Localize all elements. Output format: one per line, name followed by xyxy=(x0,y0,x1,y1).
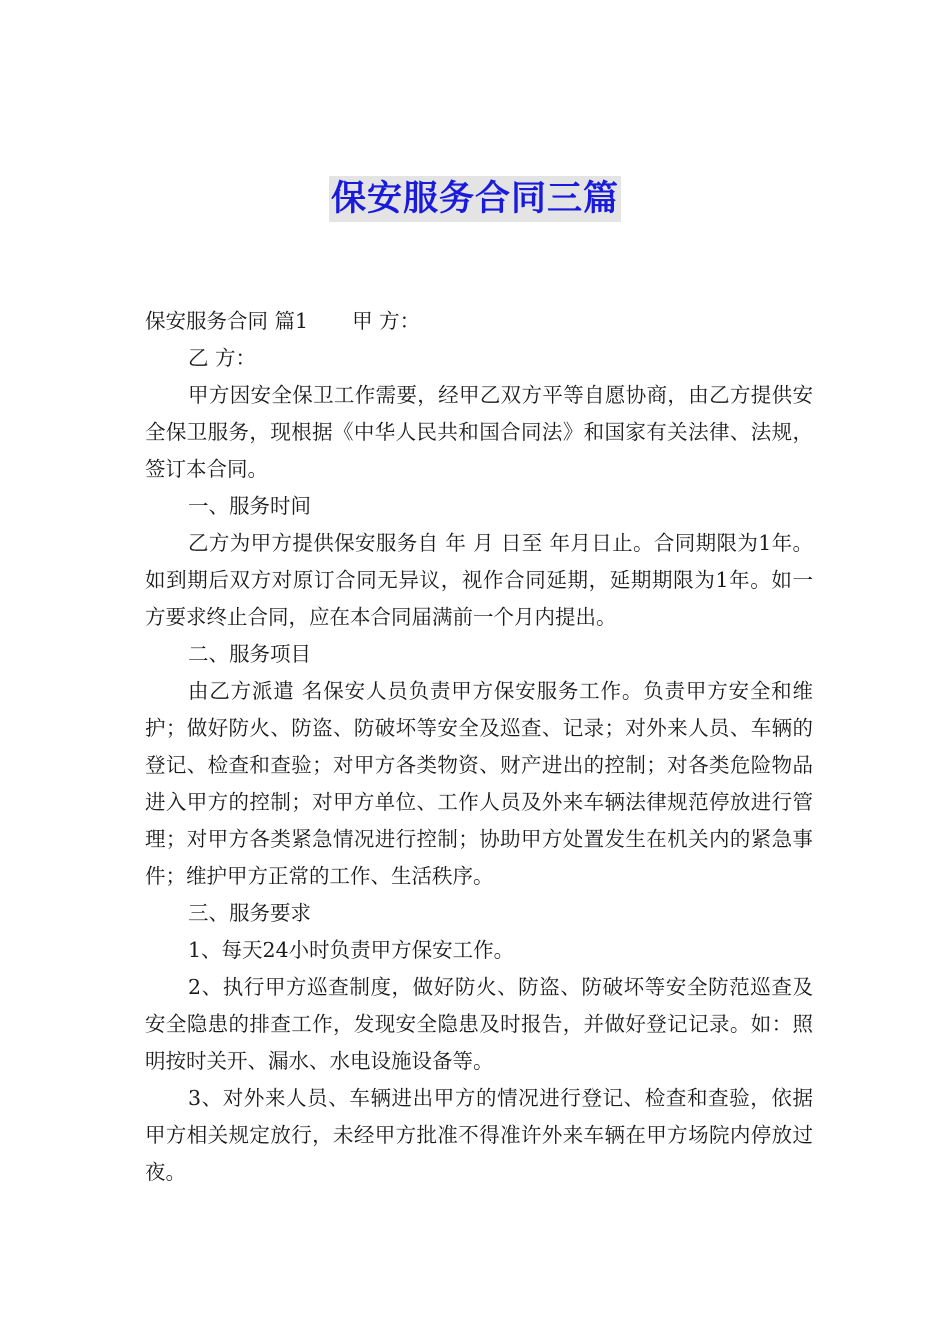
document-title-text: 保安服务合同三篇 xyxy=(329,176,621,222)
requirement-item-1: 1、每天24小时负责甲方保安工作。 xyxy=(188,938,515,962)
party-a-label: 甲 方： xyxy=(352,309,421,333)
intro-paragraph: 甲方因安全保卫工作需要，经甲乙双方平等自愿协商，由乙方提供安全保卫服务，现根据《中华人民共和国合同法》和国家有关法律、法规，签订本合同。 xyxy=(145,383,813,481)
requirement-item-3: 3、对外来人员、车辆进出甲方的情况进行登记、检查和查验，依据甲方相关规定放行，未经甲方批准不得准许外来车辆在甲方场院内停放过夜。 xyxy=(145,1086,813,1184)
party-b-label: 乙 方： xyxy=(188,346,257,370)
section-label: 保安服务合同 篇1 xyxy=(145,309,309,333)
service-time-paragraph: 乙方为甲方提供保安服务自 年 月 日至 年月日止。合同期限为1年。如到期后双方对原订合同无异议，视作合同延期，延期期限为1年。如一方要求终止合同，应在本合同届满前一个月内提出。 xyxy=(145,531,813,629)
first-line xyxy=(145,303,813,340)
requirement-item-2: 2、执行甲方巡查制度，做好防火、防盗、防破坏等安全防范巡查及安全隐患的排查工作，发现安全隐患及时报告，并做好登记记录。如：照明按时关开、漏水、水电设施设备等。 xyxy=(145,975,813,1073)
service-items-paragraph: 由乙方派遣 名保安人员负责甲方保安服务工作。负责甲方安全和维护；做好防火、防盗、防破坏等安全及巡查、记录；对外来人员、车辆的登记、检查和查验；对甲方各类物资、财产进出的控制；对各类危险物品进入甲方的控制；对甲方单位、工作人员及外来车辆法律规范停放进行管理；对甲方各类紧急情况进行控制；协助甲方处置发生在机关内的紧急事件；维护甲方正常的工作、生活秩序。 xyxy=(145,679,813,888)
section-heading-service-requirements: 三、服务要求 xyxy=(188,901,311,925)
document-title xyxy=(0,176,950,222)
section-heading-service-items: 二、服务项目 xyxy=(188,642,311,666)
document-body xyxy=(145,303,813,1191)
section-heading-service-time: 一、服务时间 xyxy=(188,494,311,518)
